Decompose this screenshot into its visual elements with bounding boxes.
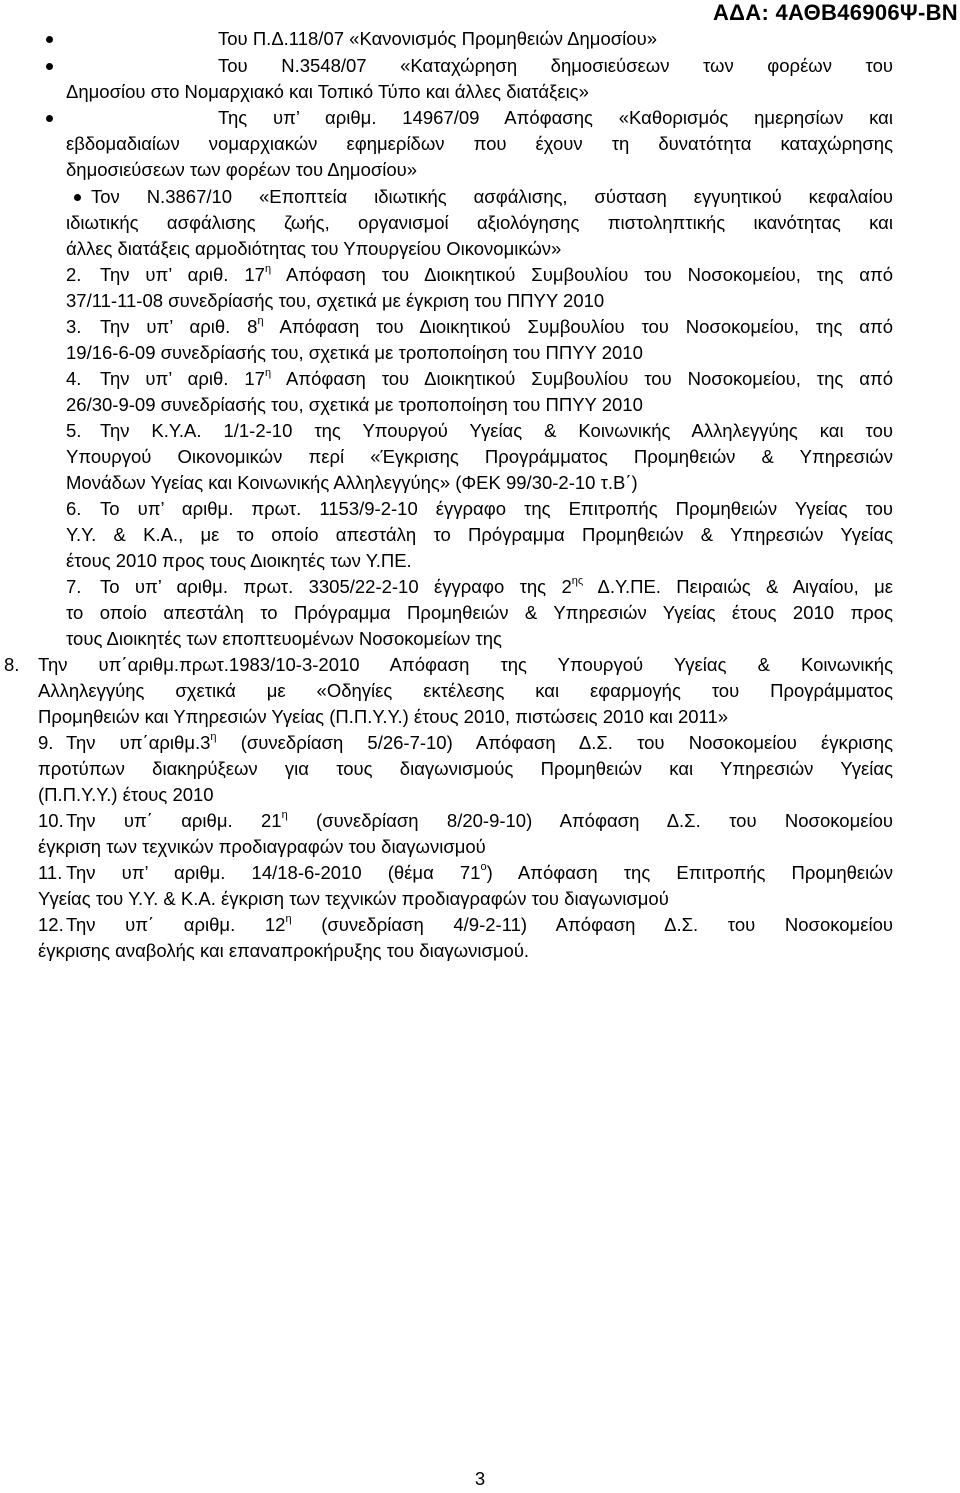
item-sup: ο — [480, 860, 487, 873]
page-number: 3 — [474, 1468, 486, 1489]
item-text: Την υπ’ αριθ. 8 — [100, 316, 258, 337]
item-number: 9. — [38, 732, 54, 753]
item-number: 4. — [66, 368, 82, 389]
bullet-line: δημοσιεύσεων των φορέων του Δημοσίου» — [66, 159, 418, 180]
item-number: 12. — [38, 914, 64, 935]
item-number: 8. — [4, 654, 20, 675]
item-text: (συνεδρίαση 5/26-7-10) Απόφαση Δ.Σ. του Νοσοκομείου έγκρισης — [216, 732, 893, 753]
item-first-line — [66, 861, 893, 885]
bullet-line: εβδομαδιαίων νομαρχιακών εφημερίδων που έχουν τη δυνατότητα καταχώρησης — [66, 133, 893, 154]
item-sup: η — [210, 730, 217, 743]
ada-code: ΑΔΑ: 4ΑΘΒ46906Ψ-ΒΝ — [712, 0, 958, 25]
item-line: τους Διοικητές των εποπτευομένων Νοσοκομείων της — [66, 628, 502, 649]
bullet-line: Τον Ν.3867/10 «Εποπτεία ιδιωτικής ασφάλισης, σύσταση εγγυητικού κεφαλαίου — [91, 186, 893, 207]
item-sup: η — [264, 366, 272, 379]
item-text: Απόφαση του Διοικητικού Συμβουλίου του Νοσοκομείου, της από — [271, 264, 894, 285]
item-line: προτύπων διακηρύξεων για τους διαγωνισμούς Προμηθειών και Υπηρεσιών Υγείας — [38, 758, 893, 779]
item-first-line — [100, 367, 893, 391]
item-line: έγκριση των τεχνικών προδιαγραφών του διαγωνισμού — [38, 836, 486, 857]
bullet-dot — [46, 36, 53, 43]
item-text: Την υπ΄αριθμ.πρωτ.1983/10-3-2010 Απόφαση της Υπουργού Υγείας & Κοινωνικής — [38, 654, 893, 675]
item-first-line — [100, 419, 893, 443]
item-text: ) Απόφαση της Επιτροπής Προμηθειών — [486, 862, 893, 883]
item-text: Την υπ’ αριθ. 17 — [100, 368, 265, 389]
item-text: Δ.Υ.ΠΕ. Πειραιώς & Αιγαίου, με — [583, 576, 893, 597]
item-number: 3. — [66, 316, 82, 337]
item-number: 11. — [38, 862, 63, 883]
bullet-line: Της υπ’ αριθμ. 14967/09 Απόφασης «Καθορισμός ημερησίων και — [218, 107, 893, 128]
item-line: το οποίο απεστάλη το Πρόγραμμα Προμηθειών & Υπηρεσιών Υγείας έτους 2010 προς — [66, 602, 893, 623]
bullet-dot — [74, 194, 81, 201]
item-line: Υγείας του Υ.Υ. & Κ.Α. έγκριση των τεχνικών προδιαγραφών του διαγωνισμού — [38, 888, 669, 909]
item-line: Προμηθειών και Υπηρεσιών Υγείας (Π.Π.Υ.Υ.) έτους 2010, πιστώσεις 2010 και 2011» — [38, 706, 729, 727]
item-first-line — [100, 315, 893, 339]
item-sup: η — [285, 912, 292, 925]
item-number: 6. — [66, 498, 82, 519]
item-text: Την Κ.Υ.Α. 1/1-2-10 της Υπουργού Υγείας & Κοινωνικής Αλληλεγγύης και του — [100, 420, 893, 441]
item-first-line — [100, 575, 893, 599]
item-line: 26/30-9-09 συνεδρίασής του, σχετικά με τροποποίηση του ΠΠΥΥ 2010 — [66, 394, 643, 415]
item-first-line — [66, 809, 893, 833]
item-text: Την υπ΄αριθμ.3 — [66, 732, 211, 753]
bullet-dot — [46, 115, 53, 122]
bullet-line: Του Ν.3548/07 «Καταχώρηση δημοσιεύσεων των φορέων του — [218, 55, 893, 76]
item-line: Αλληλεγγύης σχετικά με «Οδηγίες εκτέλεσης και εφαρμογής του Προγράμματος — [38, 680, 893, 701]
item-text: Την υπ’ αριθμ. 14/18-6-2010 (θέμα 71 — [66, 862, 481, 883]
item-line: έτους 2010 προς τους Διοικητές των Υ.ΠΕ. — [66, 550, 412, 571]
item-text: Απόφαση του Διοικητικού Συμβουλίου του Νοσοκομείου, της από — [263, 316, 893, 337]
item-text: (συνεδρίαση 4/9-2-11) Απόφαση Δ.Σ. του Νοσοκομείου — [291, 914, 893, 935]
item-text: Απόφαση του Διοικητικού Συμβουλίου του Νοσοκομείου, της από — [271, 368, 894, 389]
item-text: (συνεδρίαση 8/20-9-10) Απόφαση Δ.Σ. του Νοσοκομείου — [287, 810, 893, 831]
item-first-line — [66, 731, 893, 755]
item-first-line — [100, 263, 893, 287]
item-first-line — [100, 497, 893, 521]
item-line: (Π.Π.Υ.Υ.) έτους 2010 — [38, 784, 214, 805]
item-number: 2. — [66, 264, 82, 285]
item-text: Την υπ΄ αριθμ. 12 — [66, 914, 286, 935]
bullet-line: ιδιωτικής ασφάλισης ζωής, οργανισμοί αξιολόγησης πιστοληπτικής ικανότητας και — [66, 212, 893, 233]
item-line: 19/16-6-09 συνεδρίασής του, σχετικά με τροποποίηση του ΠΠΥΥ 2010 — [66, 342, 643, 363]
bullet-line: άλλες διατάξεις αρμοδιότητας του Υπουργείου Οικονομικών» — [66, 238, 562, 259]
item-line: έγκρισης αναβολής και επαναπροκήρυξης του διαγωνισμού. — [38, 940, 530, 961]
item-sup: η — [257, 314, 264, 327]
item-text: Την υπ’ αριθ. 17 — [100, 264, 265, 285]
item-sup: η — [281, 808, 288, 821]
bullet-line: Του Π.Δ.118/07 «Κανονισμός Προμηθειών Δημοσίου» — [218, 28, 657, 49]
item-number: 7. — [66, 576, 82, 597]
item-line: Υ.Υ. & Κ.Α., με το οποίο απεστάλη το Πρόγραμμα Προμηθειών & Υπηρεσιών Υγείας — [66, 524, 893, 545]
item-number: 10. — [38, 810, 64, 831]
item-line: Μονάδων Υγείας και Κοινωνικής Αλληλεγγύης» (ΦΕΚ 99/30-2-10 τ.Β΄) — [66, 472, 638, 493]
item-first-line — [66, 913, 893, 937]
item-text: Την υπ΄ αριθμ. 21 — [66, 810, 282, 831]
item-sup: ης — [571, 574, 584, 587]
item-text: Το υπ’ αριθμ. πρωτ. 1153/9-2-10 έγγραφο της Επιτροπής Προμηθειών Υγείας του — [100, 498, 893, 519]
item-sup: η — [264, 262, 272, 275]
item-line: 37/11-11-08 συνεδρίασής του, σχετικά με έγκριση του ΠΠΥΥ 2010 — [66, 290, 605, 311]
item-text: Το υπ’ αριθμ. πρωτ. 3305/22-2-10 έγγραφο της 2 — [100, 576, 572, 597]
item-line: Υπουργού Οικονομικών περί «Έγκρισης Προγράμματος Προμηθειών & Υπηρεσιών — [66, 446, 893, 467]
bullet-dot — [46, 63, 53, 70]
item-first-line — [38, 653, 893, 677]
bullet-line: Δημοσίου στο Νομαρχιακό και Τοπικό Τύπο και άλλες διατάξεις» — [66, 81, 589, 102]
item-number: 5. — [66, 420, 82, 441]
